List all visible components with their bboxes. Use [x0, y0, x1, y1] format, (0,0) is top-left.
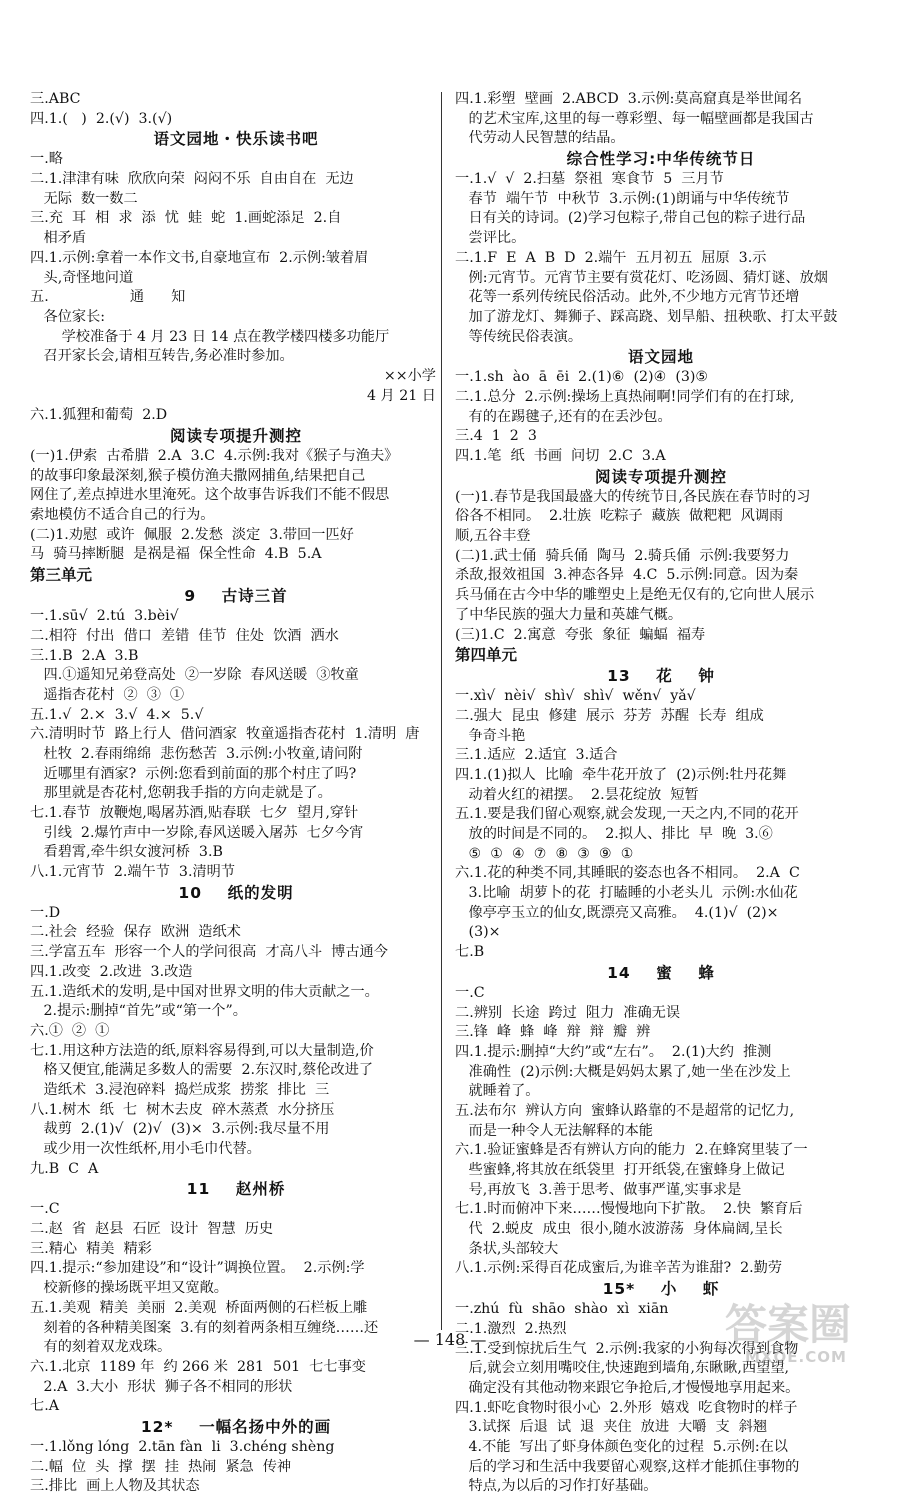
answer-line: 造纸术 3.浸泡碎料 捣烂成浆 捞浆 排比 三	[30, 1081, 330, 1098]
answer-line: (一)1.春节是我国最盛大的传统节日,各民族在春节时的习	[455, 488, 811, 505]
answer-line: 六.清明时节 路上行人 借问酒家 牧童遥指杏花村 1.清明 唐	[30, 726, 420, 743]
answer-line: 的故事印象最深刻,猴子模仿渔夫撒网捕鱼,结果把自己	[30, 467, 366, 484]
section-title: 语文园地・快乐读书吧	[153, 130, 319, 149]
answer-line: 六.1.验证蜜蜂是否有辨认方向的能力 2.在蜂窝里装了一	[455, 1142, 808, 1159]
answer-line: 顺,五谷丰登	[455, 528, 531, 545]
answer-line: 四.1.改变 2.改进 3.改造	[30, 963, 193, 980]
answer-line: 近哪里有酒家? 示例:您看到前面的那个村庄了吗?	[30, 765, 357, 782]
answer-line: 那里就是杏花村,您朝我手指的方向走就是了。	[30, 785, 332, 802]
answer-line: (二)1.劝慰 或许 佩服 2.发愁 淡定 3.带回一匹好	[30, 526, 354, 543]
answer-line: 二.辨别 长途 跨过 阻力 准确无误	[455, 1004, 681, 1021]
answer-line: 学校准备于 4 月 23 日 14 点在教学楼四楼多功能厅	[30, 328, 390, 345]
answer-line: 准确性 (2)示例:大概是妈妈太累了,她一坐在沙发上	[455, 1063, 791, 1080]
answer-line: 一.1.sh ào ā ēi 2.(1)⑥ (2)④ (3)⑤	[455, 369, 709, 386]
answer-line: 了中华民族的强大力量和英雄气概。	[455, 606, 683, 623]
answer-line: 三.充 耳 相 求 添 忧 蛙 蛇 1.画蛇添足 2.自	[30, 210, 342, 227]
right-column	[455, 90, 867, 1497]
answer-line: 四.1.虾吃食物时很小心 2.外形 嬉戏 吃食物时的样子	[455, 1399, 798, 1416]
answer-line: 杜牧 2.春雨绵绵 悲伤愁苦 3.示例:小牧童,请问附	[30, 745, 363, 762]
answer-line: 或少用一次性纸杯,用小毛巾代替。	[30, 1141, 261, 1157]
answer-line: 一.zhú fù shāo shào xì xiān	[455, 1301, 669, 1318]
answer-line: 一.1.√ √ 2.扫墓 祭祖 寒食节 5 三月节	[455, 171, 724, 188]
answer-line: 后的学习和生活中我要留心观察,这样才能抓住事物的	[455, 1458, 800, 1475]
answer-line: 裁剪 2.(1)√ (2)√ (3)× 3.示例:我尽量不用	[30, 1121, 330, 1138]
answer-line: 一.C	[30, 1201, 60, 1218]
answer-line: 头,奇怪地问道	[30, 269, 134, 286]
answer-line: 四.1.笔 纸 书画 问切 2.C 3.A	[455, 448, 666, 464]
answer-line: 特点,为以后的习作打好基础。	[455, 1478, 658, 1495]
section-title: 综合性学习:中华传统节日	[566, 150, 756, 169]
left-column	[30, 90, 442, 1497]
answer-line: 尝评比。	[455, 230, 526, 247]
answer-line: 花等一系列传统民俗活动。此外,不少地方元宵节还增	[455, 289, 800, 306]
answer-line: 五.1.要是我们留心观察,就会发现,一天之内,不同的花开	[455, 806, 799, 823]
answer-line: (二)1.武士俑 骑兵俑 陶马 2.骑兵俑 示例:我要努力	[455, 547, 790, 564]
answer-line: 八.1.元宵节 2.端午节 3.清明节	[30, 864, 236, 881]
answer-line: 有的在踢毽子,还有的在丢沙包。	[455, 408, 672, 425]
watermark-logo	[715, 1292, 895, 1384]
answer-line: 四.1.彩塑 壁画 2.ABCD 3.示例:莫高窟真是举世闻名	[455, 91, 803, 107]
answer-line: 的艺术宝库,这里的每一尊彩塑、每一幅壁画都是我国古	[455, 110, 814, 127]
unit-heading: 第四单元	[455, 646, 518, 665]
answer-line: 三.ABC	[30, 91, 81, 107]
page-number: — 148 —	[413, 1330, 487, 1349]
signature-line: ××小学	[383, 367, 436, 384]
answer-line: 4.不能 写出了虾身体颜色变化的过程 5.示例:在以	[455, 1438, 788, 1455]
section-title: 11 赵州桥	[186, 1180, 286, 1199]
answer-line: (一)1.伊索 古希腊 2.A 3.C 4.示例:我对《猴子与渔夫》	[30, 448, 399, 464]
answer-line: 号,再放飞 3.善于思考、做事严谨,实事求是	[455, 1181, 742, 1198]
answer-line: 五.1.造纸术的发明,是中国对世界文明的伟大贡献之一。	[30, 983, 379, 1000]
answer-line: 加了游龙灯、舞狮子、踩高跷、划旱船、扭秧歌、打太平鼓	[455, 308, 838, 325]
section-title: 14 蜜 蜂	[607, 963, 715, 982]
answer-line: 二.社会 经验 保存 欧洲 造纸术	[30, 924, 241, 941]
answer-line: 三.1.适应 2.适宜 3.适合	[455, 747, 618, 764]
answer-line: 五. 通 知	[30, 289, 186, 306]
answer-line: 代 2.蜕皮 成虫 很小,随水波游荡 身体扁阔,呈长	[455, 1221, 783, 1238]
section-title: 10 纸的发明	[178, 883, 294, 902]
answer-line: 二.1.激烈 2.热烈	[455, 1320, 567, 1337]
section-title: 9 古诗三首	[184, 587, 288, 606]
answer-line: 3.试探 后退 试 退 夹住 放进 大嚼 支 斜翘	[455, 1419, 768, 1436]
answer-line: 索地模仿不适合自己的行为。	[30, 507, 215, 524]
answer-line: 五.1.√ 2.× 3.√ 4.× 5.√	[30, 706, 204, 723]
answer-line: 一.1.lǒng lóng 2.tān fàn li 3.chéng shèng	[30, 1438, 335, 1455]
answer-line: 等传统民俗表演。	[455, 328, 583, 345]
answer-line: 一.D	[30, 904, 61, 921]
answer-line: 四.1.提示:“参加建设”和“设计”调换位置。 2.示例:学	[30, 1260, 365, 1277]
answer-line: 日有关的诗词。(2)学习包粽子,带自己包的粽子进行品	[455, 210, 806, 227]
answer-line: 六.1.花的种类不同,其睡眠的姿态也各不相同。 2.A C	[455, 865, 800, 882]
watermark-text: MXQE.COM	[745, 1348, 847, 1366]
answer-line: ⑤ ① ④ ⑦ ⑧ ③ ⑨ ①	[455, 845, 634, 862]
answer-line: 一.1.sū√ 2.tú 3.bèi√	[30, 608, 179, 625]
answer-line: 争奇斗艳	[455, 727, 526, 744]
answer-line: (3)×	[455, 924, 501, 941]
answer-line: 各位家长:	[30, 308, 106, 325]
answer-line: 二.1.F E A B D 2.端午 五月初五 屈原 3.示	[455, 249, 767, 266]
answer-line: 二.幅 位 头 撑 摆 挂 热闹 紧急 传神	[30, 1458, 292, 1475]
answer-line: 动着火红的裙摆。 2.昙花绽放 短暂	[455, 786, 699, 803]
answer-line: 一.xì√ nèi√ shì√ shì√ wěn√ yǎ√	[455, 688, 696, 705]
answer-line: 三.精心 精美 精彩	[30, 1240, 152, 1257]
answer-line: 后,就会立刻用嘴咬住,快速跑到墙角,东瞅瞅,西望望,	[455, 1360, 790, 1377]
answer-line: 确定没有其他动物来跟它争抢后,才慢慢地享用起来。	[455, 1379, 800, 1396]
answer-line: 有的刻着双龙戏珠。	[30, 1339, 172, 1356]
answer-line: 刻着的各种精美图案 3.有的刻着两条相互缠绕……还	[30, 1319, 379, 1336]
answer-line: 例:元宵节。元宵节主要有赏花灯、吃汤圆、猜灯谜、放烟	[455, 269, 828, 286]
section-title: 15* 小 虾	[602, 1280, 720, 1299]
answer-line: 七.A	[30, 1398, 59, 1415]
answer-line: 六.1.北京 1189 年 约 266 米 281 501 七七事变	[30, 1358, 366, 1375]
answer-line: 而是一种令人无法解释的本能	[455, 1122, 653, 1139]
answer-line: 八.1.示例:采得百花成蜜后,为谁辛苦为谁甜? 2.勤劳	[455, 1260, 783, 1277]
answer-line: 二.赵 省 赵县 石匠 设计 智慧 历史	[30, 1221, 274, 1238]
answer-line: 三.锋 峰 蜂 峰 辩 辩 瓣 辨	[455, 1024, 651, 1041]
answer-line: 八.1.树木 纸 七 树木去皮 碎木蒸煮 水分挤压	[30, 1101, 335, 1118]
column-divider	[441, 92, 442, 1330]
answer-line: 三.4 1 2 3	[455, 428, 537, 445]
answer-line: 七.B	[455, 944, 485, 961]
answer-line: 六.1.狐狸和葡萄 2.D	[30, 407, 168, 424]
answer-line: 四.1.(1)拟人 比喻 牵牛花开放了 (2)示例:牡丹花舞	[455, 766, 787, 783]
answer-line: 一.C	[455, 984, 485, 1001]
answer-line: 杀敌,报效祖国 3.神态各异 4.C 5.示例:同意。因为秦	[455, 567, 799, 584]
answer-line: 二.强大 昆虫 修建 展示 芬芳 苏醒 长寿 组成	[455, 707, 764, 724]
answer-line: 一.略	[30, 151, 63, 168]
answer-line: 四.1.示例:拿着一本作文书,自豪地宣布 2.示例:皱着眉	[30, 249, 369, 266]
answer-line: 四.1.提示:删掉“大约”或“左右”。 2.(1)大约 推测	[455, 1043, 772, 1060]
answer-line: 三.学富五车 形容一个人的学问很高 才高八斗 博古通今	[30, 944, 388, 961]
answer-line: 3.比喻 胡萝卜的花 打瞌睡的小老头儿 示例:水仙花	[455, 885, 798, 902]
answer-line: 二.1.总分 2.示例:操场上真热闹啊!同学们有的在打球,	[455, 388, 795, 405]
answer-line: 七.1.春节 放鞭炮,喝屠苏酒,贴春联 七夕 望月,穿针	[30, 805, 359, 821]
answer-line: 六.① ② ①	[30, 1022, 110, 1039]
section-title: 13 花 钟	[607, 667, 715, 686]
section-title: 阅读专项提升测控	[169, 427, 302, 445]
answer-line: 马 骑马摔断腿 是祸是福 保全性命 4.B 5.A	[30, 546, 322, 563]
signature-line: 4 月 21 日	[367, 387, 436, 404]
unit-heading: 第三单元	[30, 566, 93, 585]
answer-line: 三.1.受到惊扰后生气 2.示例:我家的小狗每次得到食物	[455, 1340, 799, 1357]
answer-line: 兵马俑在古今中华的雕塑史上是绝无仅有的,它向世人展示	[455, 587, 815, 604]
answer-line: 就睡着了。	[455, 1083, 540, 1100]
answer-line: 二.相符 付出 借口 差错 佳节 住处 饮酒 洒水	[30, 627, 339, 644]
section-title: 12* 一幅名扬中外的画	[140, 1417, 332, 1436]
answer-line: 春节 端午节 中秋节 3.示例:(1)朗诵与中华传统节	[455, 190, 790, 207]
answer-line: 五.1.美观 精美 美丽 2.美观 桥面两侧的石栏板上雕	[30, 1299, 368, 1316]
answer-line: 代劳动人民智慧的结晶。	[455, 130, 625, 147]
answer-line: (三)1.C 2.寓意 夸张 象征 蝙蝠 福寿	[455, 626, 706, 643]
answer-line: 2.提示:删掉“首先”或“第一个”。	[30, 1003, 247, 1020]
answer-line: 四.①遥知兄弟登高处 ②一岁除 春风送暖 ③牧童	[30, 667, 359, 684]
answer-line: 相矛盾	[30, 230, 87, 247]
answer-line: 网住了,差点掉进水里淹死。这个故事告诉我们不能不假思	[30, 487, 390, 504]
answer-line: 2.A 3.大小 形状 狮子各不相同的形状	[30, 1378, 293, 1395]
answer-line: 三.排比 画上人物及其状态	[30, 1478, 200, 1495]
answer-line: 俗各不相同。 2.壮族 吃粽子 藏族 做粑粑 风调雨	[455, 508, 784, 525]
answer-line: 二.1.津津有味 欣欣向荣 闷闷不乐 自由自在 无边	[30, 171, 354, 188]
answer-line: 九.B C A	[30, 1160, 99, 1177]
answer-line: 遥指杏花村 ② ③ ①	[30, 686, 185, 703]
section-title: 阅读专项提升测控	[594, 467, 727, 486]
answer-line: 三.1.B 2.A 3.B	[30, 647, 139, 664]
answer-line: 召开家长会,请相互转告,务必准时参加。	[30, 348, 294, 365]
answer-line: 五.法布尔 辨认方向 蜜蜂认路靠的不是超常的记忆力,	[455, 1102, 795, 1119]
answer-line: 引线 2.爆竹声中一岁除,春风送暖入屠苏 七夕今宵	[30, 824, 364, 841]
answer-line: 七.1.用这种方法造的纸,原料容易得到,可以大量制造,价	[30, 1042, 374, 1059]
answer-line: 七.1.时而俯冲下来……慢慢地向下扩散。 2.快 繁育后	[455, 1201, 803, 1218]
answer-line: 格又便宜,能满足多数人的需要 2.东汉时,蔡伦改进了	[30, 1062, 374, 1079]
section-title: 语文园地	[627, 348, 694, 367]
answer-line: 无际 数一数二	[30, 190, 138, 207]
answer-line: 些蜜蜂,将其放在纸袋里 打开纸袋,在蜜蜂身上做记	[455, 1162, 785, 1178]
watermark-mark: 答案圈	[725, 1300, 852, 1349]
answer-line: 校新修的操场既平坦又宽敞。	[30, 1280, 228, 1297]
answer-line: 放的时间是不同的。 2.拟人、排比 早 晚 3.⑥	[455, 826, 773, 842]
answer-line: 看碧霄,牵牛织女渡河桥 3.B	[30, 844, 223, 861]
answer-line: 像亭亭玉立的仙女,既漂亮又高雅。 4.(1)√ (2)×	[455, 904, 779, 921]
answer-line: 四.1.( ) 2.(√) 3.(√)	[30, 110, 173, 127]
answer-line: 条状,头部较大	[455, 1240, 559, 1257]
